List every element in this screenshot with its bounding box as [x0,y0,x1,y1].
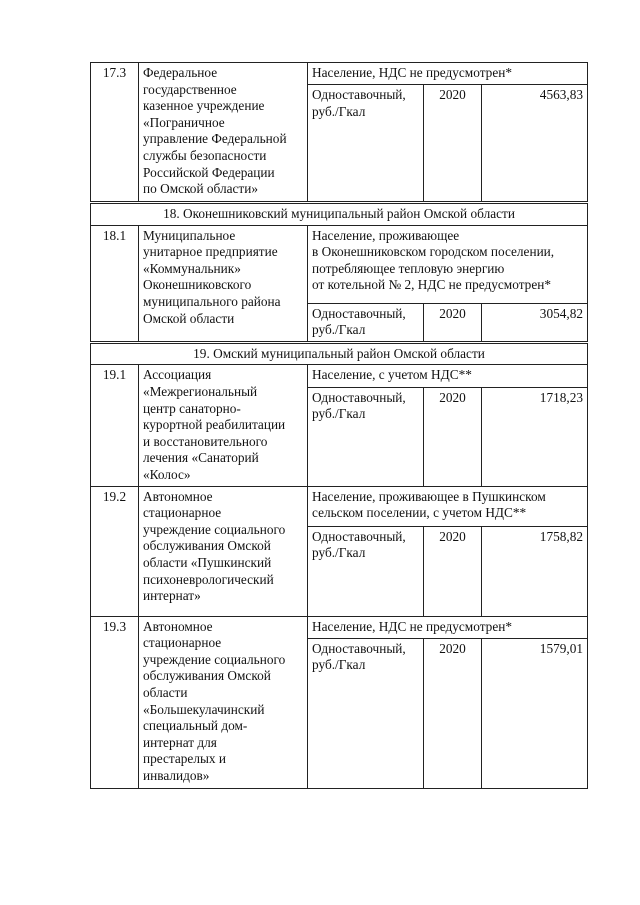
population-category: Население, НДС не предусмотрен* [308,63,588,85]
table-row [91,63,588,85]
table-row [91,225,588,303]
tariff-price: 4563,83 [482,85,588,203]
row-number: 19.1 [91,365,139,486]
tariff-price: 3054,82 [482,303,588,342]
tariff-year: 2020 [424,526,482,616]
organization-name: Автономное стационарное учреждение социального обслуживания Омской области «Большекулачинский специальный дом- интернат для престарелых и инвалидов» [139,616,308,788]
tariff-year: 2020 [424,303,482,342]
row-number: 17.3 [91,63,139,203]
organization-name: Ассоциация «Межрегиональный центр санаторно- курортной реабилитации и восстановительного лечения «Санаторий «Колос» [139,365,308,486]
section-row [91,203,588,226]
section-title: 19. Омский муниципальный район Омской области [91,342,588,365]
rate-type: Одноставочный, руб./Гкал [308,303,424,342]
tariff-price: 1758,82 [482,526,588,616]
tariff-price: 1579,01 [482,638,588,788]
population-category: Население, НДС не предусмотрен* [308,616,588,638]
tariff-year: 2020 [424,638,482,788]
table-row [91,616,588,638]
section-title: 18. Оконешниковский муниципальный район Омской области [91,203,588,226]
organization-name: Муниципальное унитарное предприятие «Коммунальник» Оконешниковского муниципального района Омской области [139,225,308,342]
section-row [91,342,588,365]
organization-name: Федеральное государственное казенное учреждение «Пограничное управление Федеральной службы безопасности Российской Федерации по Омской области» [139,63,308,203]
population-category: Население, с учетом НДС** [308,365,588,387]
row-number: 19.3 [91,616,139,788]
table-row [91,486,588,526]
table-row [91,365,588,387]
population-category: Население, проживающее в Пушкинском сельском поселении, с учетом НДС** [308,486,588,526]
organization-name: Автономное стационарное учреждение социального обслуживания Омской области «Пушкинский психоневрологический интернат» [139,486,308,616]
tariff-price: 1718,23 [482,387,588,486]
rate-type: Одноставочный, руб./Гкал [308,638,424,788]
row-number: 18.1 [91,225,139,342]
rate-type: Одноставочный, руб./Гкал [308,526,424,616]
tariff-year: 2020 [424,85,482,203]
row-number: 19.2 [91,486,139,616]
rate-type: Одноставочный, руб./Гкал [308,85,424,203]
tariff-year: 2020 [424,387,482,486]
tariff-table [90,62,588,789]
rate-type: Одноставочный, руб./Гкал [308,387,424,486]
population-category: Население, проживающее в Оконешниковском городском поселении, потребляющее тепловую энергию от котельной № 2, НДС не предусмотрен* [308,225,588,303]
